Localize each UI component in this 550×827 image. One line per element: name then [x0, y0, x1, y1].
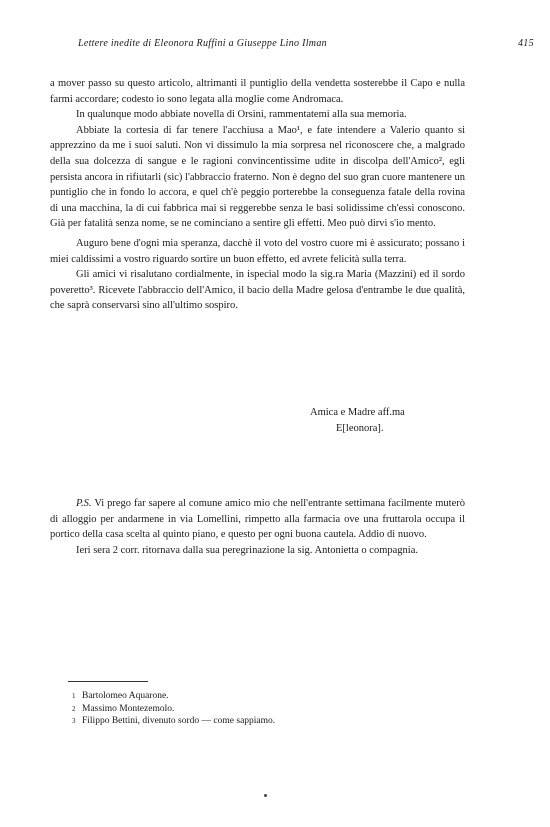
postscript-label: P.S. — [76, 498, 92, 509]
footnote-text: Bartolomeo Aquarone. — [82, 691, 169, 701]
paragraph-1: a mover passo su questo articolo, altrimanti il puntiglio della vendetta sosterebbe il Capo e nulla farmi accordare; codesto io sono legata alla moglie come Andromaca. — [50, 78, 465, 105]
signature-closing: Amica e Madre aff.ma — [310, 407, 405, 418]
paragraph-3: Abbiate la cortesia di far tenere l'acchiusa a Mao¹, e fate intendere a Valerio quanto si apprezzino da me i suoi saluti. Non vi dissimulo la mia sorpresa nel riconoscere che, a malgrado della sua dolcezza di sangue e le ragioni convincentissime udite in discolpa dell'Amico², egli persista ancora in rifiutarli (sic) l'abbraccio fraterno. Non è degno del suo gran cuore mantenere un puntiglio che in fondo lo accora, e quel ch'è peggio porterebbe la conseguenza fatale della rovina di una macchina, la di cui fabbrica mai si reggerebbe senza le basi solidissime ch'essi conoscono. Già per fatalità senza nome, se ne cominciano a sentire gli effetti. Meo può dirvi s'io mento. — [50, 124, 465, 230]
running-head-title: Lettere inedite di Eleonora Ruffini a Giuseppe Lino Ilman — [78, 38, 327, 49]
footnote-mark: 3 — [72, 717, 76, 725]
page-number: 415 — [518, 38, 534, 49]
postscript-paragraph-1 — [50, 496, 465, 543]
letter-body — [50, 76, 465, 314]
postscript — [50, 496, 465, 558]
signature-block — [310, 405, 405, 437]
postscript-text-1: Vi prego far sapere al comune amico mio che nell'entrante settimana facilmente muterò di alloggio per andarmene in via Lomellini, rimpetto alla farmacia ove una fruttarola occupa il portico della casa scelta al quinto piano, e questo per ogni buona cautela. Addio di nuovo. — [50, 498, 465, 541]
footnote-rule — [68, 681, 148, 682]
footnotes — [72, 690, 275, 728]
ink-speck — [264, 794, 267, 797]
paragraph-4: Auguro bene d'ogni mia speranza, dacchè il voto del vostro cuore mi è assicurato; possano i miei caldissimi a vostro riguardo sortire un buon effetto, ed avrete felicità sulla terra. — [50, 237, 465, 265]
running-head — [78, 38, 534, 49]
footnote-1 — [72, 690, 275, 703]
footnote-2 — [72, 703, 275, 716]
footnote-text: Filippo Bettini, divenuto sordo — come sappiamo. — [82, 716, 276, 726]
footnote-text: Massimo Montezemolo. — [82, 703, 175, 714]
paragraph-5: Gli amici vi risalutano cordialmente, in ispecial modo la sig.ra Maria (Mazzini) ed il sordo poveretto³. Ricevete l'abbraccio dell'Amico, il bacio della Madre gelosa d'entrambe le due qualità, che saprà conservarsi sino all'ultimo sospiro. — [50, 269, 465, 312]
paragraph-2: In qualunque modo abbiate novella di Orsini, rammentatemi alla sua memoria. — [76, 109, 407, 121]
postscript-paragraph-2: Ieri sera 2 corr. ritornava dalla sua peregrinazione la sig. Antonietta o compagnia. — [76, 544, 418, 556]
footnote-mark: 2 — [72, 704, 76, 713]
footnote-mark: 1 — [72, 692, 76, 700]
footnote-3 — [72, 715, 275, 728]
signature-name: E[leonora]. — [336, 423, 384, 434]
